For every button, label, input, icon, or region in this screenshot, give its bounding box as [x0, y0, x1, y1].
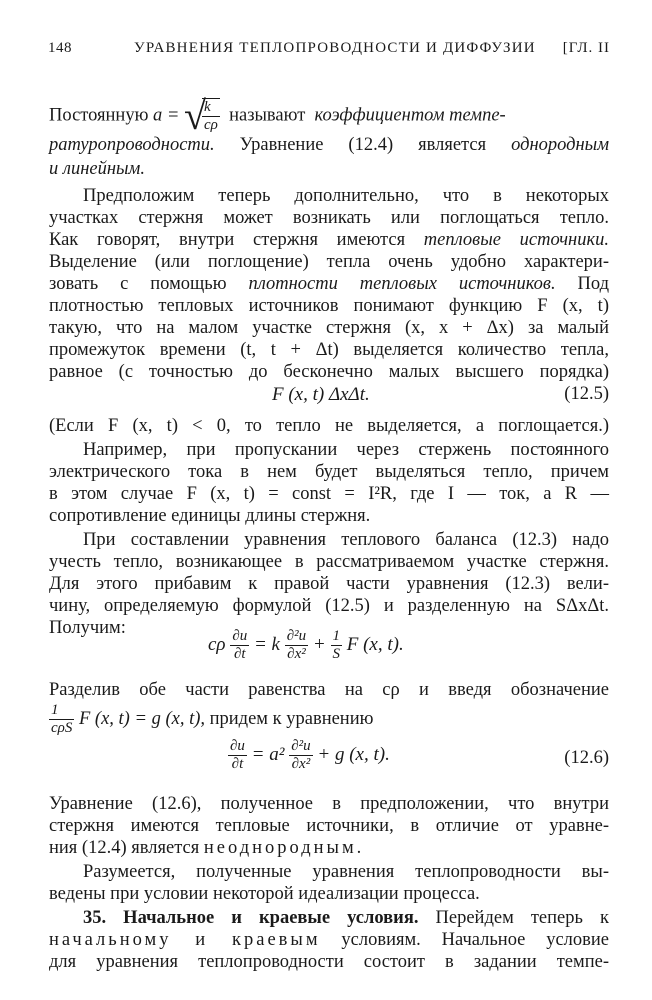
emphasis-term: тепловые источники.	[423, 230, 609, 250]
paragraph-line: стержня имеются тепловые источники, в отличие от уравне-	[49, 816, 609, 836]
spaced-term: неоднородным.	[203, 838, 365, 858]
formula-fragment: = a²	[251, 743, 285, 765]
formula-fragment: = k	[253, 633, 280, 655]
fraction	[331, 628, 343, 663]
running-header	[48, 40, 610, 66]
denominator: S	[332, 646, 340, 662]
fraction	[285, 628, 308, 663]
denominator: ∂t	[233, 646, 246, 662]
text-fragment: условиям. Начальное условие	[341, 930, 610, 950]
fraction	[202, 99, 220, 134]
paragraph-line: для уравнения теплопроводности состоит в задании темпе-	[49, 952, 609, 972]
paragraph-line	[49, 836, 609, 860]
numerator: 1	[332, 628, 340, 644]
numerator: ∂u	[232, 628, 248, 644]
fraction	[228, 738, 247, 773]
fraction	[49, 702, 74, 737]
numerator: ∂u	[230, 738, 245, 754]
emphasis-term: плотности тепловых источников.	[248, 274, 556, 294]
formula-fragment: F (x, t).	[346, 633, 404, 655]
emphasis-term: однородным	[511, 135, 609, 155]
numerator: ∂²u	[286, 628, 307, 644]
formula-fragment: +	[312, 633, 326, 655]
paragraph-line: сопротивление единицы длины стержня.	[49, 506, 371, 526]
emphasis-term: ратуропроводности.	[49, 135, 215, 155]
formula-fragment: + g (x, t).	[317, 743, 390, 765]
paragraph-line: равное (с точностью до бесконечно малых высшего порядка)	[49, 362, 609, 382]
paragraph-line: плотностью тепловых источников понимают функцию F (x, t)	[49, 296, 609, 316]
text-fragment: Перейдем теперь к	[435, 908, 609, 928]
emphasis-term: коэффициентом темпе-	[314, 105, 506, 126]
paragraph-line	[49, 157, 609, 181]
paragraph-line: Разделив обе части равенства на cρ и введя обозначение	[49, 680, 609, 700]
text-fragment: Уравнение (12.4) является	[239, 135, 487, 155]
paragraph-line: чину, определяемую формулой (12.5) и разделенную на SΔxΔt.	[49, 596, 609, 616]
square-root: √ $\frac{k}{c\rho}$	[184, 93, 218, 138]
spaced-term: начальному и краевым	[49, 930, 321, 950]
fraction	[230, 628, 249, 663]
text-fragment: зовать с помощью	[49, 274, 227, 294]
formula-fragment: a =	[153, 105, 180, 126]
paragraph-line: промежуток времени (t, t + Δt) выделяется количество тепла,	[49, 340, 609, 360]
running-title: УРАВНЕНИЯ ТЕПЛОПРОВОДНОСТИ И ДИФФУЗИИ	[134, 40, 536, 56]
section-heading: 35. Начальное и краевые условия.	[83, 908, 419, 928]
formula-fragment: F (x, t) = g (x, t),	[78, 708, 205, 729]
fraction	[289, 738, 312, 773]
page-number: 148	[48, 40, 72, 56]
paragraph-line: Уравнение (12.6), полученное в предположении, что внутри	[49, 794, 609, 814]
equation-12-5: F (x, t) ΔxΔt.	[272, 384, 370, 405]
denominator: cρS	[51, 720, 73, 736]
text-fragment: Под	[577, 274, 610, 294]
numerator: 1	[49, 702, 74, 720]
paragraph-line: Например, при пропускании через стержень постоянного	[83, 440, 609, 460]
paragraph-line: Выделение (или поглощение) тепла очень удобно характери-	[49, 252, 609, 272]
denominator: cρ	[203, 117, 218, 133]
paragraph-line: в этом случае F (x, t) = const = I²R, где I — ток, а R —	[49, 484, 609, 504]
paragraph-line: такую, что на малом участке стержня (x, x + Δx) за малый	[49, 318, 609, 338]
emphasis-term: и линейным.	[49, 159, 145, 179]
paragraph-line	[49, 702, 609, 737]
formula-fragment: cρ	[208, 633, 226, 655]
text-fragment: Как говорят, внутри стержня имеются	[49, 230, 406, 250]
paragraph-line	[49, 133, 609, 157]
paragraph-line: ведены при условии некоторой идеализации процесса.	[49, 884, 480, 904]
paragraph-line: учесть тепло, возникающее в рассматриваемом участке стержня.	[49, 552, 609, 572]
denominator: ∂x²	[287, 646, 306, 662]
paragraph-line: Предположим теперь дополнительно, что в некоторых	[83, 186, 609, 206]
paragraph-line: Разумеется, полученные уравнения теплопроводности вы-	[83, 862, 609, 882]
paragraph-line	[49, 93, 609, 138]
text-fragment: называют	[229, 105, 306, 126]
paragraph-line: (Если F (x, t) < 0, то тепло не выделяется, а поглощается.)	[49, 416, 609, 436]
paragraph-line: Для этого прибавим к правой части уравнения (12.3) вели-	[49, 574, 609, 594]
section-heading-line	[83, 906, 609, 930]
equation-number: (12.5)	[564, 384, 609, 404]
numerator: ∂²u	[291, 738, 311, 754]
paragraph-line: Получим:	[49, 618, 126, 638]
equation-number: (12.6)	[564, 748, 609, 768]
denominator: ∂x²	[291, 756, 311, 772]
paragraph-line	[49, 272, 609, 296]
paragraph-line	[49, 228, 609, 252]
equation-12-6	[228, 738, 390, 773]
heat-balance-equation	[208, 628, 404, 663]
denominator: ∂t	[231, 756, 244, 772]
chapter-marker: [ГЛ. II	[562, 40, 610, 56]
paragraph-line: При составлении уравнения теплового баланса (12.3) надо	[83, 530, 609, 550]
paragraph-line	[49, 928, 609, 952]
text-fragment: ния (12.4) является	[49, 838, 200, 858]
text-fragment: придем к уравнению	[209, 708, 374, 729]
numerator: k	[202, 99, 220, 117]
paragraph-line: электрического тока в нем будет выделяться тепло, причем	[49, 462, 609, 482]
paragraph-line: участках стержня может возникать или поглощаться тепло.	[49, 208, 609, 228]
text-fragment: Постоянную	[49, 105, 149, 126]
